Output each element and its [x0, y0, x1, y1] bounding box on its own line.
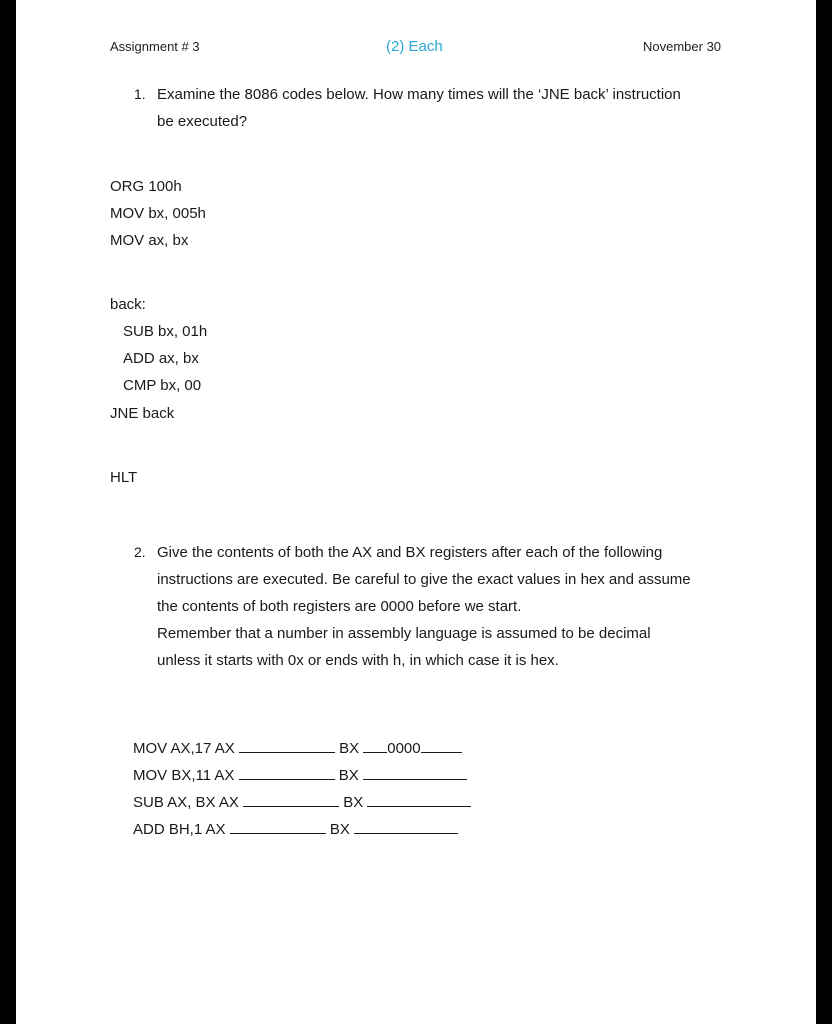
ax-answer-blank[interactable]: [243, 793, 339, 807]
bx-label: BX: [339, 740, 360, 757]
code-line: ADD ax, bx: [123, 350, 199, 367]
ax-answer-blank[interactable]: [239, 739, 335, 753]
code-line: SUB bx, 01h: [123, 323, 208, 340]
question-1-text-line2: be executed?: [157, 113, 248, 130]
bx-answer-blank-post: [421, 739, 462, 753]
answer-instruction: MOV BX,11 AX: [133, 767, 235, 784]
question-2-number: 2.: [134, 544, 146, 560]
question-2-text-line5: unless it starts with 0x or ends with h, in which case it is hex.: [157, 652, 559, 669]
answer-row: [133, 766, 467, 784]
bx-answer-blank-pre: [363, 739, 387, 753]
question-2-text-line1: Give the contents of both the AX and BX registers after each of the following: [157, 544, 663, 561]
bx-answer-value[interactable]: 0000: [387, 740, 421, 757]
answer-row: [133, 793, 471, 811]
code-line: MOV bx, 005h: [110, 205, 206, 222]
code-line: MOV ax, bx: [110, 232, 189, 249]
answer-row: [133, 739, 462, 757]
answer-instruction: MOV AX,17 AX: [133, 740, 235, 757]
document-page: [16, 0, 816, 1024]
code-line: JNE back: [110, 405, 175, 422]
answer-instruction: ADD BH,1 AX: [133, 821, 226, 838]
answer-row: [133, 820, 458, 838]
bx-label: BX: [329, 821, 350, 838]
answer-instruction: SUB AX, BX AX: [133, 794, 239, 811]
question-2-text-line2: instructions are executed. Be careful to give the exact values in hex and assume: [157, 571, 691, 588]
ax-answer-blank[interactable]: [230, 820, 326, 834]
header-points: (2) Each: [386, 38, 443, 55]
bx-label: BX: [338, 767, 359, 784]
code-line: CMP bx, 00: [123, 377, 202, 394]
ax-answer-blank[interactable]: [239, 766, 335, 780]
header-assignment: Assignment # 3: [110, 39, 200, 54]
question-1-text-line1: Examine the 8086 codes below. How many times will the ‘JNE back’ instruction: [157, 86, 681, 103]
code-line: HLT: [110, 469, 138, 486]
question-2-text-line3: the contents of both registers are 0000 before we start.: [157, 598, 522, 615]
bx-label: BX: [343, 794, 364, 811]
code-label-back: back:: [110, 296, 146, 313]
code-line: ORG 100h: [110, 178, 182, 195]
header-date: November 30: [643, 39, 722, 54]
bx-answer-blank[interactable]: [354, 820, 458, 834]
question-1-number: 1.: [134, 86, 146, 102]
bx-answer-blank[interactable]: [363, 766, 467, 780]
question-2-text-line4: Remember that a number in assembly language is assumed to be decimal: [157, 625, 651, 642]
bx-answer-blank[interactable]: [367, 793, 471, 807]
